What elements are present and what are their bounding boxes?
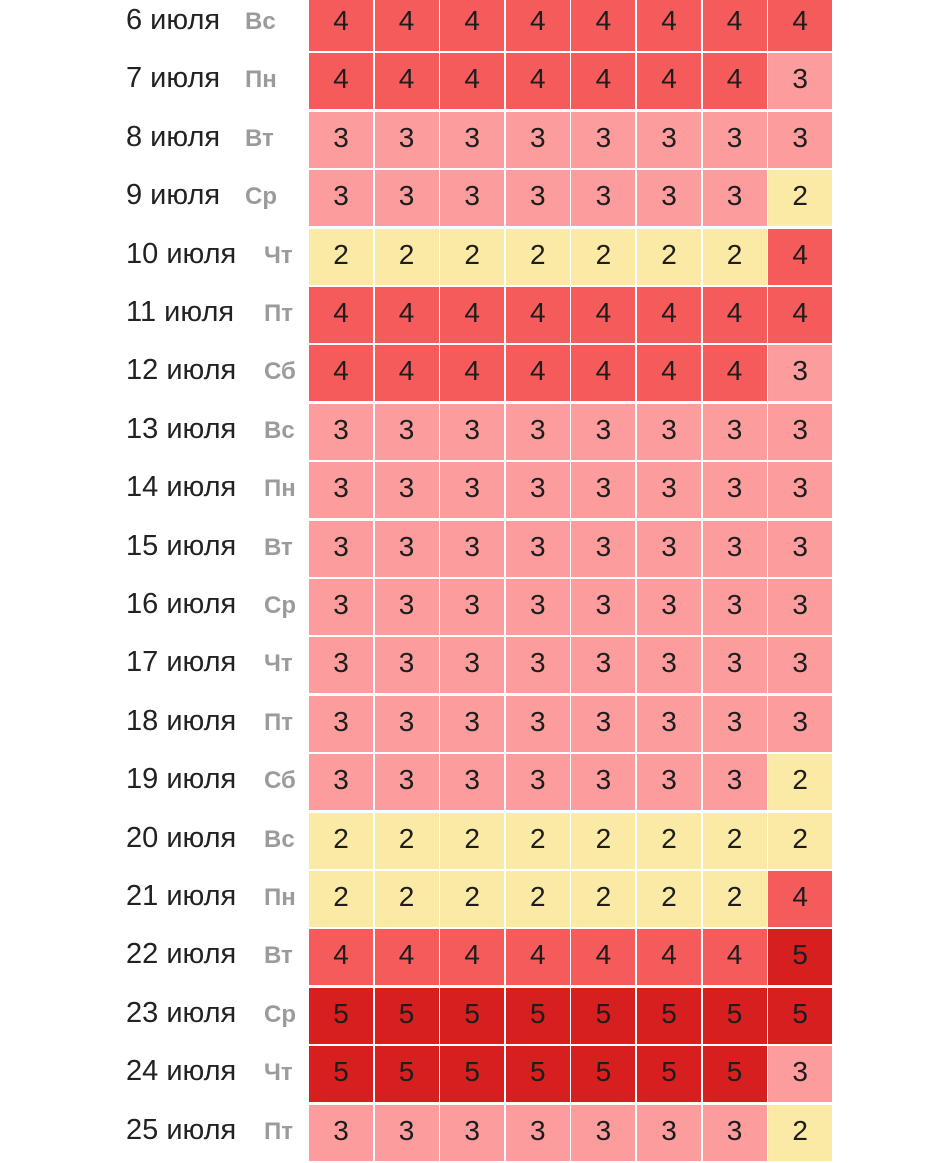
heatmap-cell: 2 bbox=[375, 871, 439, 927]
heatmap-cell: 3 bbox=[375, 579, 439, 635]
heatmap-cell: 3 bbox=[637, 754, 701, 810]
heatmap-cell: 4 bbox=[703, 0, 767, 51]
heatmap-cell: 4 bbox=[637, 287, 701, 343]
heatmap-cell: 3 bbox=[375, 404, 439, 460]
heatmap-cell: 2 bbox=[309, 813, 373, 869]
row-date-label: 22 июля bbox=[126, 938, 237, 971]
heatmap-cell: 2 bbox=[768, 170, 832, 226]
row-weekday-label: Вт bbox=[245, 124, 274, 152]
row-date-label: 6 июля bbox=[126, 4, 221, 36]
heatmap-cell: 3 bbox=[703, 462, 767, 518]
heatmap-cell: 4 bbox=[703, 287, 767, 343]
heatmap-cell: 2 bbox=[703, 813, 767, 869]
heatmap-cell: 3 bbox=[768, 579, 832, 635]
heatmap-cell: 3 bbox=[703, 579, 767, 635]
row-date-label: 15 июля bbox=[126, 529, 237, 562]
heatmap-cell: 4 bbox=[440, 345, 504, 401]
heatmap-cell: 5 bbox=[309, 1046, 373, 1102]
heatmap-cell: 4 bbox=[506, 287, 570, 343]
heatmap-cell: 4 bbox=[571, 345, 635, 401]
heatmap-cell: 4 bbox=[768, 229, 832, 285]
heatmap-cell: 4 bbox=[506, 0, 570, 51]
heatmap-cell: 3 bbox=[637, 696, 701, 752]
heatmap-cell: 3 bbox=[440, 462, 504, 518]
row-weekday-label: Пт bbox=[264, 300, 294, 327]
heatmap-row bbox=[0, 988, 930, 1046]
heatmap-cell: 5 bbox=[571, 988, 635, 1044]
heatmap-cell: 4 bbox=[768, 0, 832, 51]
heatmap-row bbox=[0, 462, 930, 520]
heatmap-cell: 3 bbox=[440, 696, 504, 752]
heatmap-cell: 3 bbox=[637, 1105, 701, 1161]
heatmap-cell: 2 bbox=[768, 754, 832, 810]
row-date-label: 19 июля bbox=[126, 763, 237, 796]
heatmap-cell: 3 bbox=[375, 696, 439, 752]
row-weekday-label: Вт bbox=[264, 942, 293, 970]
heatmap-cell: 3 bbox=[506, 1105, 570, 1161]
row-date-label: 17 июля bbox=[126, 646, 237, 679]
heatmap-cell: 4 bbox=[637, 345, 701, 401]
heatmap-cell: 3 bbox=[768, 462, 832, 518]
heatmap-cell: 2 bbox=[571, 871, 635, 927]
heatmap-cell: 5 bbox=[637, 988, 701, 1044]
heatmap-cell: 3 bbox=[768, 53, 832, 109]
heatmap-cell: 5 bbox=[703, 1046, 767, 1102]
heatmap-cell: 3 bbox=[768, 521, 832, 577]
heatmap-cell: 4 bbox=[637, 929, 701, 985]
heatmap-cell: 2 bbox=[637, 229, 701, 285]
heatmap-cell: 2 bbox=[440, 229, 504, 285]
heatmap-cell: 3 bbox=[506, 404, 570, 460]
heatmap-cell: 3 bbox=[375, 462, 439, 518]
heatmap-cell: 3 bbox=[703, 170, 767, 226]
heatmap-cell: 3 bbox=[375, 637, 439, 693]
heatmap-cell: 5 bbox=[768, 988, 832, 1044]
heatmap-cell: 4 bbox=[375, 53, 439, 109]
heatmap-cell: 3 bbox=[440, 579, 504, 635]
heatmap-cell: 2 bbox=[571, 813, 635, 869]
heatmap-cell: 4 bbox=[506, 345, 570, 401]
heatmap-cell: 3 bbox=[637, 170, 701, 226]
heatmap-cell: 4 bbox=[375, 345, 439, 401]
row-date-label: 18 июля bbox=[126, 704, 237, 737]
heatmap-cell: 5 bbox=[506, 988, 570, 1044]
heatmap-cell: 3 bbox=[637, 579, 701, 635]
heatmap-cell: 2 bbox=[309, 229, 373, 285]
heatmap-cell: 3 bbox=[703, 1105, 767, 1161]
heatmap-cell: 3 bbox=[768, 1046, 832, 1102]
heatmap-cell: 3 bbox=[571, 696, 635, 752]
heatmap-cell: 2 bbox=[309, 871, 373, 927]
row-weekday-label: Пн bbox=[245, 66, 277, 94]
heatmap-cell: 3 bbox=[571, 112, 635, 168]
heatmap-row bbox=[0, 1105, 930, 1163]
row-date-label: 9 июля bbox=[126, 179, 221, 212]
heatmap-cell: 3 bbox=[309, 521, 373, 577]
heatmap-cell: 3 bbox=[571, 170, 635, 226]
heatmap-cell: 2 bbox=[571, 229, 635, 285]
heatmap-cell: 3 bbox=[375, 754, 439, 810]
heatmap-cell: 2 bbox=[440, 813, 504, 869]
heatmap-cell: 3 bbox=[703, 637, 767, 693]
heatmap-cell: 3 bbox=[637, 404, 701, 460]
heatmap-cell: 5 bbox=[375, 1046, 439, 1102]
heatmap-cell: 3 bbox=[637, 521, 701, 577]
row-weekday-label: Вс bbox=[264, 416, 295, 444]
heatmap-cell: 3 bbox=[440, 754, 504, 810]
heatmap-cell: 5 bbox=[637, 1046, 701, 1102]
heatmap-cell: 3 bbox=[768, 637, 832, 693]
heatmap-cell: 2 bbox=[703, 871, 767, 927]
heatmap-cell: 4 bbox=[440, 929, 504, 985]
row-weekday-label: Чт bbox=[264, 1059, 293, 1087]
heatmap-row bbox=[0, 637, 930, 695]
heatmap-row bbox=[0, 579, 930, 637]
heatmap-row bbox=[0, 521, 930, 579]
heatmap-cell: 2 bbox=[768, 1105, 832, 1161]
row-weekday-label: Пт bbox=[264, 708, 294, 736]
heatmap-cell: 3 bbox=[440, 637, 504, 693]
row-weekday-label: Чт bbox=[264, 650, 293, 678]
heatmap-cell: 3 bbox=[309, 170, 373, 226]
heatmap-cell: 3 bbox=[375, 170, 439, 226]
heatmap-cell: 4 bbox=[440, 287, 504, 343]
row-weekday-label: Пт bbox=[264, 1117, 294, 1145]
heatmap-cell: 3 bbox=[309, 404, 373, 460]
heatmap-row bbox=[0, 53, 930, 111]
heatmap-row bbox=[0, 696, 930, 754]
heatmap-row bbox=[0, 345, 930, 403]
heatmap-cell: 2 bbox=[637, 871, 701, 927]
heatmap-row bbox=[0, 871, 930, 929]
heatmap-cell: 4 bbox=[571, 929, 635, 985]
heatmap-cell: 3 bbox=[440, 170, 504, 226]
row-date-label: 21 июля bbox=[126, 880, 237, 912]
row-weekday-label: Вс bbox=[245, 8, 276, 35]
row-weekday-label: Ср bbox=[245, 183, 277, 211]
heatmap-cell: 2 bbox=[375, 813, 439, 869]
heatmap-cell: 3 bbox=[703, 754, 767, 810]
heatmap-cell: 2 bbox=[637, 813, 701, 869]
row-date-label: 25 июля bbox=[126, 1113, 237, 1146]
row-date-label: 8 июля bbox=[126, 120, 221, 153]
heatmap-cell: 3 bbox=[375, 521, 439, 577]
heatmap-cell: 3 bbox=[440, 521, 504, 577]
heatmap-cell: 2 bbox=[703, 229, 767, 285]
heatmap-cell: 4 bbox=[703, 345, 767, 401]
row-weekday-label: Пн bbox=[264, 884, 296, 911]
heatmap-cell: 3 bbox=[571, 1105, 635, 1161]
row-date-label: 7 июля bbox=[126, 62, 221, 95]
heatmap-cell: 5 bbox=[506, 1046, 570, 1102]
heatmap-cell: 4 bbox=[309, 345, 373, 401]
heatmap-cell: 3 bbox=[309, 754, 373, 810]
heatmap-cell: 3 bbox=[571, 404, 635, 460]
heatmap-cell: 2 bbox=[768, 813, 832, 869]
heatmap-cell: 3 bbox=[309, 112, 373, 168]
heatmap-cell: 4 bbox=[375, 287, 439, 343]
heatmap-cell: 2 bbox=[506, 813, 570, 869]
heatmap-cell: 3 bbox=[506, 579, 570, 635]
heatmap-cell: 3 bbox=[768, 345, 832, 401]
row-date-label: 23 июля bbox=[126, 996, 237, 1029]
heatmap-row bbox=[0, 754, 930, 812]
heatmap-cell: 3 bbox=[506, 112, 570, 168]
heatmap-cell: 3 bbox=[571, 521, 635, 577]
heatmap-cell: 3 bbox=[506, 637, 570, 693]
heatmap-cell: 4 bbox=[703, 929, 767, 985]
heatmap-cell: 3 bbox=[309, 1105, 373, 1161]
heatmap-cell: 4 bbox=[506, 929, 570, 985]
heatmap-cell: 3 bbox=[571, 579, 635, 635]
row-weekday-label: Вс bbox=[264, 825, 295, 853]
heatmap-cell: 4 bbox=[637, 53, 701, 109]
heatmap-cell: 3 bbox=[768, 696, 832, 752]
heatmap-row bbox=[0, 404, 930, 462]
row-weekday-label: Чт bbox=[264, 241, 293, 269]
heatmap-cell: 4 bbox=[571, 53, 635, 109]
heatmap-row bbox=[0, 929, 930, 987]
heatmap-cell: 2 bbox=[440, 871, 504, 927]
heatmap-cell: 2 bbox=[506, 229, 570, 285]
heatmap-cell: 3 bbox=[703, 696, 767, 752]
heatmap-cell: 3 bbox=[309, 462, 373, 518]
heatmap-cell: 3 bbox=[375, 1105, 439, 1161]
heatmap-cell: 3 bbox=[506, 462, 570, 518]
heatmap-cell: 3 bbox=[768, 112, 832, 168]
heatmap-cell: 5 bbox=[440, 988, 504, 1044]
heatmap-cell: 5 bbox=[571, 1046, 635, 1102]
heatmap-cell: 4 bbox=[768, 871, 832, 927]
row-date-label: 13 июля bbox=[126, 412, 237, 445]
heatmap-cell: 3 bbox=[440, 112, 504, 168]
heatmap-cell: 4 bbox=[309, 929, 373, 985]
heatmap-cell: 4 bbox=[309, 53, 373, 109]
heatmap-cell: 5 bbox=[440, 1046, 504, 1102]
heatmap-cell: 4 bbox=[440, 0, 504, 51]
heatmap-cell: 3 bbox=[440, 404, 504, 460]
row-weekday-label: Вт bbox=[264, 533, 293, 561]
heatmap-cell: 3 bbox=[703, 112, 767, 168]
heatmap-cell: 4 bbox=[309, 287, 373, 343]
heatmap-cell: 4 bbox=[440, 53, 504, 109]
heatmap-cell: 3 bbox=[571, 637, 635, 693]
heatmap-cell: 3 bbox=[506, 696, 570, 752]
heatmap-cell: 3 bbox=[506, 754, 570, 810]
row-date-label: 10 июля bbox=[126, 237, 237, 270]
heatmap-cell: 5 bbox=[309, 988, 373, 1044]
heatmap-row bbox=[0, 0, 930, 53]
heatmap-cell: 4 bbox=[571, 287, 635, 343]
heatmap-cell: 3 bbox=[703, 521, 767, 577]
heatmap-cell: 4 bbox=[571, 0, 635, 51]
heatmap-cell: 3 bbox=[703, 404, 767, 460]
heatmap-cell: 3 bbox=[440, 1105, 504, 1161]
heatmap-cell: 3 bbox=[571, 462, 635, 518]
heatmap-row bbox=[0, 1046, 930, 1104]
heatmap-cell: 3 bbox=[637, 462, 701, 518]
heatmap-cell: 5 bbox=[768, 929, 832, 985]
heatmap-cell: 3 bbox=[309, 637, 373, 693]
heatmap-row bbox=[0, 287, 930, 345]
row-date-label: 14 июля bbox=[126, 471, 237, 504]
heatmap-cell: 3 bbox=[637, 637, 701, 693]
row-date-label: 24 июля bbox=[126, 1055, 237, 1088]
heatmap-cell: 4 bbox=[309, 0, 373, 51]
row-date-label: 20 июля bbox=[126, 821, 237, 854]
heatmap-cell: 3 bbox=[506, 521, 570, 577]
heatmap-cell: 4 bbox=[703, 53, 767, 109]
heatmap-cell: 3 bbox=[571, 754, 635, 810]
row-date-label: 16 июля bbox=[126, 588, 237, 620]
heatmap-cell: 2 bbox=[375, 229, 439, 285]
heatmap-row bbox=[0, 813, 930, 871]
heatmap-cell: 4 bbox=[768, 287, 832, 343]
heatmap-row bbox=[0, 229, 930, 287]
heatmap-cell: 3 bbox=[506, 170, 570, 226]
heatmap-cell: 4 bbox=[375, 0, 439, 51]
heatmap-cell: 5 bbox=[375, 988, 439, 1044]
row-date-label: 11 июля bbox=[126, 296, 235, 328]
heatmap-cell: 3 bbox=[309, 696, 373, 752]
heatmap-cell: 4 bbox=[637, 0, 701, 51]
heatmap-cell: 3 bbox=[768, 404, 832, 460]
row-date-label: 12 июля bbox=[126, 354, 237, 387]
row-weekday-label: Ср bbox=[264, 1000, 296, 1028]
heatmap-cell: 3 bbox=[375, 112, 439, 168]
row-weekday-label: Пн bbox=[264, 475, 296, 503]
heatmap-cell: 4 bbox=[375, 929, 439, 985]
heatmap-row bbox=[0, 170, 930, 228]
heatmap-row bbox=[0, 112, 930, 170]
heatmap-cell: 2 bbox=[506, 871, 570, 927]
heatmap-cell: 5 bbox=[703, 988, 767, 1044]
heatmap-cell: 3 bbox=[309, 579, 373, 635]
row-weekday-label: Сб bbox=[264, 767, 296, 795]
heatmap-cell: 3 bbox=[637, 112, 701, 168]
row-weekday-label: Ср bbox=[264, 592, 296, 619]
row-weekday-label: Сб bbox=[264, 358, 296, 386]
heatmap-cell: 4 bbox=[506, 53, 570, 109]
